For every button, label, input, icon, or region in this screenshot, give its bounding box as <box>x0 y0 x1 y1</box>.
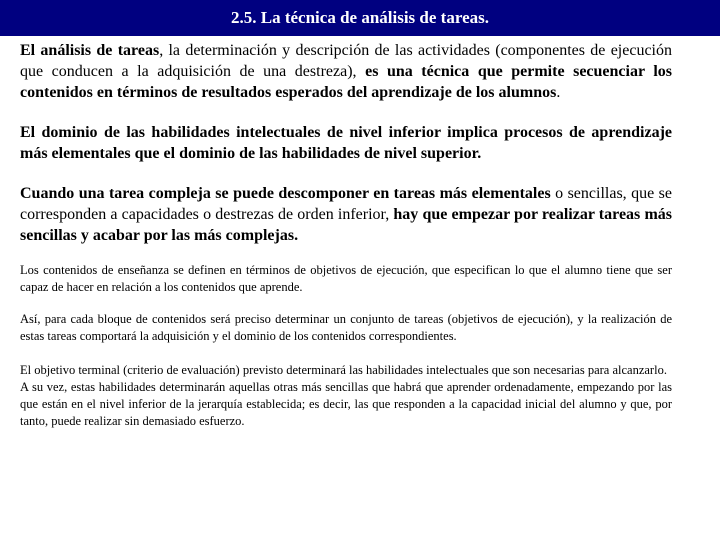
paragraph-task-analysis <box>20 40 672 103</box>
paragraph-teaching-contents: Los contenidos de enseñanza se definen en términos de objetivos de ejecución, que especifican lo que el alumno tiene que ser capaz de hacer en relación a los contenidos que aprende. <box>20 263 672 294</box>
body-text: , la determinación y descripción de las actividades (componentes de ejecución que conducen a la adquisición de una destreza), <box>20 42 672 80</box>
paragraph-complex-task <box>20 183 672 246</box>
paragraph-terminal-objective: El objetivo terminal (criterio de evaluación) previsto determinará las habilidades intelectuales que son necesarias para alcanzarlo. <box>20 363 667 377</box>
bold-text: El dominio de las habilidades intelectuales de nivel inferior implica procesos de aprendizaje más elementales que el dominio de las habilidades de nivel superior. <box>20 124 672 162</box>
paragraph-intellectual-skills <box>20 122 672 164</box>
body-text: . <box>556 84 561 101</box>
paragraph-simpler-skills: A su vez, estas habilidades determinarán aquellas otras más sencillas que habrá que aprender ordenadamente, empezando por las que están en el nivel inferior de la jerarquía establecida; es decir, las que responden a la capacidad inicial del alumno y que, por tanto, puede realizar sin demasiado esfuerzo. <box>20 380 672 428</box>
bold-text: Cuando una tarea compleja se puede descomponer en tareas más elementales <box>20 185 551 202</box>
slide-title: 2.5. La técnica de análisis de tareas. <box>0 0 720 36</box>
paragraph-content-blocks: Así, para cada bloque de contenidos será preciso determinar un conjunto de tareas (objetivos de ejecución), y la realización de estas tareas comportará la adquisición y el dominio de los contenidos correspondientes. <box>20 312 672 343</box>
body-text: o sencillas, que se corresponden a capacidades o destrezas de orden inferior, <box>20 185 673 223</box>
bold-text: es una técnica que permite secuenciar los contenidos en términos de resultados esperados del aprendizaje de los alumnos <box>20 63 672 101</box>
slide-body <box>20 40 672 430</box>
bold-text: hay que empezar por realizar tareas más sencillas y acabar por las más complejas. <box>20 206 672 244</box>
bold-text: El análisis de tareas <box>20 42 160 59</box>
